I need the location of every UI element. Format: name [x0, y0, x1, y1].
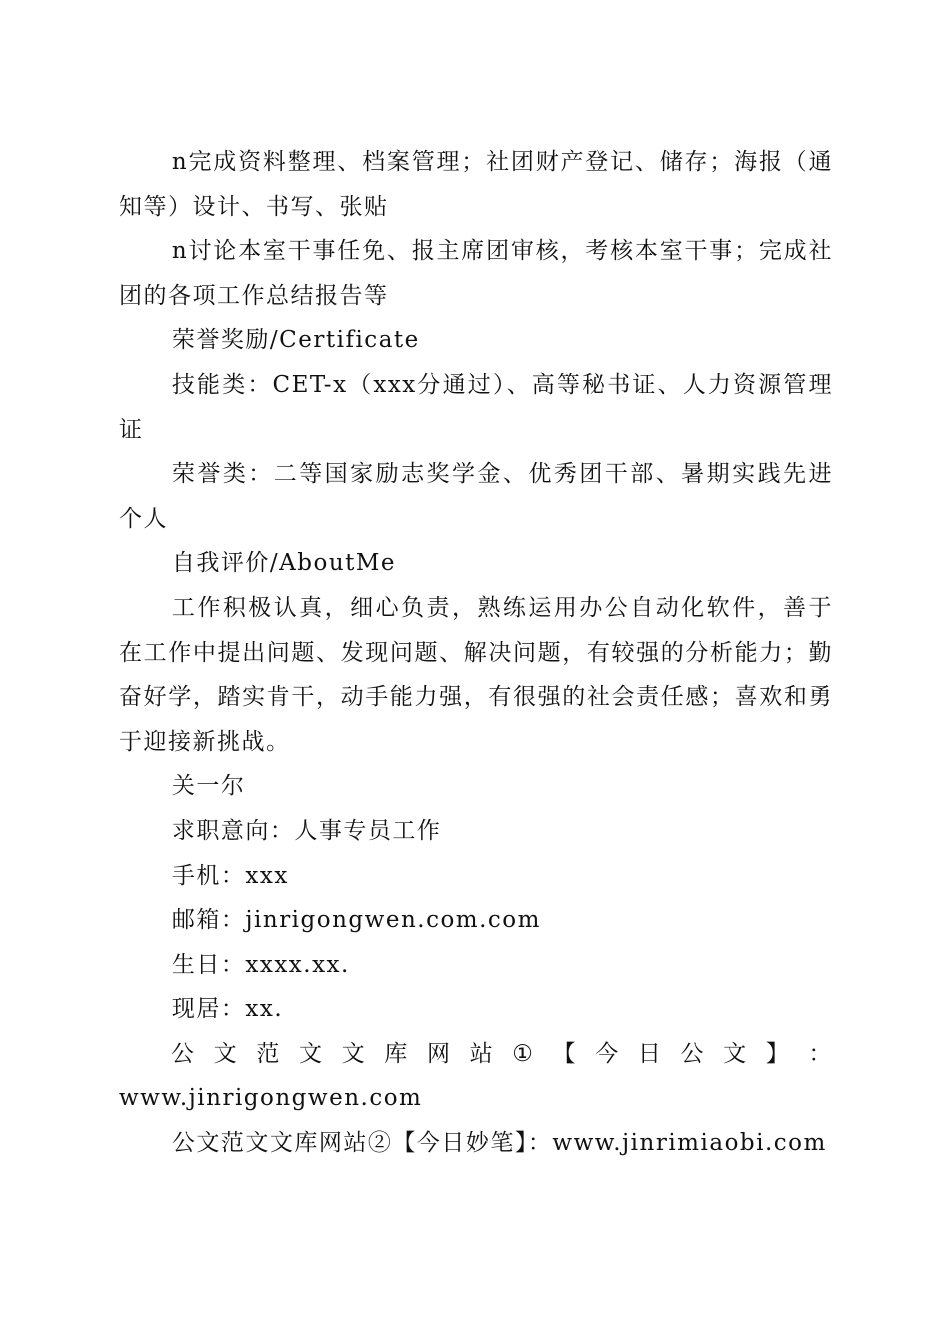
birthday-line: 生日：xxxx.xx.	[171, 951, 350, 978]
paragraph-archive-duties: n完成资料整理、档案管理；社团财产登记、储存；海报（通知等）设计、书写、张贴	[119, 149, 833, 220]
phone-line: 手机：xxx	[171, 862, 289, 889]
paragraph-self-evaluation: 工作积极认真，细心负责，熟练运用办公自动化软件，善于在工作中提出问题、发现问题、解决问题，有较强的分析能力；勤奋好学，踏实肯干，动手能力强，有很强的社会责任感；喜欢和勇于迎接新挑战。	[119, 594, 833, 755]
paragraph-skills: 技能类：CET-x（xxx分通过）、高等秘书证、人力资源管理证	[119, 371, 833, 443]
email-line: 邮箱：jinrigongwen.com.com	[171, 907, 541, 934]
section-heading-certificate: 荣誉奖励/Certificate	[171, 327, 420, 354]
paragraph-honors: 荣誉类：二等国家励志奖学金、优秀团干部、暑期实践先进个人	[119, 461, 833, 532]
resume-name: 关一尔	[171, 773, 246, 800]
section-heading-about-me: 自我评价/AboutMe	[171, 550, 397, 577]
site1-label-line: 公 文 范 文 文 库 网 站 ① 【 今 日 公 文 】 ：	[171, 1040, 833, 1067]
residence-line: 现居：xx.	[171, 996, 284, 1023]
site2-line: 公文范文文库网站②【今日妙笔】：www.jinrimiaobi.com	[171, 1130, 827, 1157]
document-body	[119, 140, 833, 1166]
job-intention: 求职意向：人事专员工作	[171, 817, 442, 844]
paragraph-staff-duties: n讨论本室干事任免、报主席团审核，考核本室干事；完成社团的各项工作总结报告等	[119, 238, 833, 309]
site1-url: www.jinrigongwen.com	[119, 1085, 423, 1112]
